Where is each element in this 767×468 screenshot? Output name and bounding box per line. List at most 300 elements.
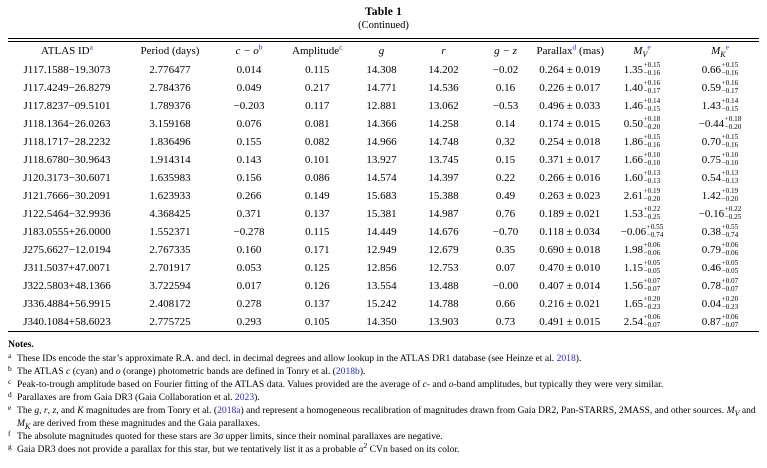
cell-r: 14.536 — [428, 81, 459, 94]
cell-co: 0.143 — [236, 153, 262, 166]
cell-id: J122.5464−32.9936 — [23, 207, 111, 220]
absolute-magnitude-value: 0.38 — [701, 225, 722, 238]
cell-gz: 0.07 — [495, 261, 516, 274]
uncertainty-pair — [644, 206, 661, 221]
absolute-magnitude-value: 0.87 — [701, 315, 722, 328]
cell-co: 0.160 — [236, 243, 262, 256]
uncertainty-lower: −0.05 — [643, 266, 661, 275]
uncertainty-upper: +0.07 — [721, 277, 739, 286]
cell-co: 0.076 — [236, 117, 262, 130]
notes-heading: Notes. — [8, 339, 34, 350]
cell-id: J336.4884+56.9915 — [23, 297, 111, 310]
cell-co: −0.278 — [233, 225, 265, 238]
cell-amplitude: 0.125 — [304, 261, 330, 274]
cell-g: 15.381 — [366, 207, 397, 220]
cell-mv — [603, 133, 681, 151]
column-header-label: Period (days) — [140, 45, 200, 57]
cell-mv — [603, 277, 681, 295]
uncertainty-upper: +0.07 — [643, 277, 661, 286]
uncertainty-lower: −0.20 — [721, 194, 739, 203]
note-text: (orange) photometric bands are defined in Tonry et al. ( — [120, 365, 336, 377]
note-text: ). — [359, 365, 366, 377]
uncertainty-lower: −0.07 — [643, 320, 661, 329]
note-text: α — [358, 443, 364, 455]
note-f — [8, 431, 759, 444]
cell-mv — [603, 295, 681, 313]
absolute-magnitude-value: 1.40 — [623, 81, 644, 94]
cell-parallax: 0.470 ± 0.010 — [539, 261, 601, 274]
note-text: K — [77, 404, 84, 416]
cell-period: 2.767335 — [149, 243, 191, 256]
cell-mv — [603, 61, 681, 79]
absolute-magnitude-value: 0.04 — [701, 297, 722, 310]
cell-id: J121.7666−30.2091 — [23, 189, 111, 202]
uncertainty-pair — [722, 188, 739, 203]
cell-g: 14.366 — [366, 117, 397, 130]
uncertainty-lower: −0.23 — [643, 302, 661, 311]
cell-id: J183.0555+26.0000 — [23, 225, 111, 238]
absolute-magnitude-value: 1.35 — [623, 63, 644, 76]
note-text: The — [17, 404, 35, 416]
cell-parallax: 0.118 ± 0.034 — [539, 225, 601, 238]
cell-g: 15.242 — [366, 297, 397, 310]
cell-mv — [603, 169, 681, 187]
cell-mk — [681, 61, 759, 79]
cell-mk — [681, 187, 759, 205]
uncertainty-upper: +0.16 — [643, 79, 661, 88]
uncertainty-pair — [644, 170, 661, 185]
cell-period: 3.159168 — [149, 117, 191, 130]
absolute-magnitude-value: 1.53 — [623, 207, 644, 220]
note-text: M — [17, 417, 25, 429]
cell-co: 0.014 — [236, 63, 262, 76]
note-text: Peak-to-trough amplitude based on Fourier fitting of the ATLAS data. Values provided are the average of — [17, 378, 423, 390]
uncertainty-pair — [722, 278, 739, 293]
note-a — [8, 353, 759, 366]
note-text: z — [52, 404, 57, 416]
footnote-marker-a[interactable]: a — [89, 42, 93, 52]
uncertainty-upper: +0.15 — [721, 133, 739, 142]
cell-g: 14.308 — [366, 63, 397, 76]
cell-r: 14.397 — [428, 171, 459, 184]
cell-amplitude: 0.149 — [304, 189, 330, 202]
uncertainty-lower: −0.16 — [643, 140, 661, 149]
column-header-mv — [603, 42, 681, 61]
absolute-magnitude-value: 0.66 — [701, 63, 722, 76]
cell-r: 15.388 — [428, 189, 459, 202]
column-header-gz — [475, 42, 537, 61]
table-body — [8, 61, 759, 331]
column-header-label: Amplitude — [292, 45, 340, 57]
uncertainty-upper: +0.05 — [721, 259, 739, 268]
cell-period: 2.701917 — [149, 261, 191, 274]
column-header-period — [126, 42, 214, 61]
cell-period: 1.623933 — [149, 189, 191, 202]
uncertainty-lower: −0.16 — [643, 68, 661, 77]
footnote-marker-d[interactable]: d — [572, 42, 577, 52]
table-header — [8, 42, 759, 61]
uncertainty-pair — [722, 62, 739, 77]
cell-mv — [603, 205, 681, 223]
cell-g: 14.966 — [366, 135, 397, 148]
cell-mk — [681, 241, 759, 259]
cell-parallax: 0.371 ± 0.017 — [539, 153, 601, 166]
uncertainty-upper: +0.13 — [643, 169, 661, 178]
absolute-magnitude-value: 1.46 — [623, 99, 644, 112]
cell-gz: 0.49 — [495, 189, 516, 202]
table-notes — [8, 339, 759, 456]
absolute-magnitude-value: −0.44 — [698, 117, 725, 130]
absolute-magnitude-value: 1.60 — [623, 171, 644, 184]
uncertainty-lower: −0.13 — [721, 176, 739, 185]
uncertainty-pair — [722, 170, 739, 185]
uncertainty-pair — [644, 98, 661, 113]
cell-id: J117.1588−19.3073 — [23, 63, 111, 76]
uncertainty-pair — [722, 134, 739, 149]
column-header-label: c − o — [235, 45, 259, 57]
cell-g: 14.574 — [366, 171, 397, 184]
table-title: Table 1 — [364, 6, 403, 18]
table-row — [8, 223, 759, 241]
table-page — [0, 5, 767, 468]
uncertainty-lower: −0.07 — [643, 284, 661, 293]
cell-mk — [681, 169, 759, 187]
footnote-marker-e[interactable]: e — [647, 42, 651, 52]
uncertainty-upper: +0.55 — [721, 223, 739, 232]
cell-parallax: 0.216 ± 0.021 — [539, 297, 601, 310]
cell-mv — [603, 259, 681, 277]
uncertainty-upper: +0.22 — [643, 205, 661, 214]
cell-id: J311.5037+47.0071 — [23, 261, 111, 274]
cell-gz: −0.70 — [492, 225, 519, 238]
absolute-magnitude-value: 0.75 — [701, 153, 722, 166]
uncertainty-upper: +0.15 — [643, 133, 661, 142]
cell-mk — [681, 97, 759, 115]
column-header-label: r — [441, 45, 446, 57]
uncertainty-upper: +0.19 — [643, 187, 661, 196]
absolute-magnitude-value: 1.66 — [623, 153, 644, 166]
uncertainty-lower: −0.13 — [643, 176, 661, 185]
cell-co: 0.266 — [236, 189, 262, 202]
cell-co: −0.203 — [233, 99, 265, 112]
absolute-magnitude-value: 1.65 — [623, 297, 644, 310]
footnote-marker-e[interactable]: e — [725, 42, 729, 52]
uncertainty-lower: −0.74 — [646, 230, 664, 239]
note-marker-a: a — [8, 351, 12, 361]
uncertainty-upper: +0.15 — [643, 61, 661, 70]
column-header-label: Parallax — [536, 45, 573, 57]
cell-parallax: 0.226 ± 0.017 — [539, 81, 601, 94]
column-header-co — [214, 42, 284, 61]
note-text: Gaia DR3 does not provide a parallax for this star, but we tentatively list it as a probable — [17, 443, 359, 455]
cell-mv — [603, 151, 681, 169]
cell-period: 1.552371 — [149, 225, 191, 238]
column-header-label: ATLAS ID — [41, 45, 90, 57]
uncertainty-lower: −0.15 — [643, 104, 661, 113]
column-header-label: M — [633, 45, 643, 57]
cell-period: 2.776477 — [149, 63, 191, 76]
cell-amplitude: 0.101 — [304, 153, 330, 166]
uncertainty-pair — [644, 242, 661, 257]
cell-amplitude: 0.171 — [304, 243, 330, 256]
uncertainty-upper: +0.06 — [643, 313, 661, 322]
cell-r: 14.202 — [428, 63, 459, 76]
cell-r: 13.903 — [428, 315, 459, 328]
header-row — [8, 42, 759, 61]
cell-mv — [603, 187, 681, 205]
cell-period: 2.408172 — [149, 297, 191, 310]
uncertainty-upper: +0.15 — [721, 61, 739, 70]
note-text: r — [43, 404, 48, 416]
note-text: o — [115, 365, 121, 377]
note-text: ). — [575, 352, 582, 364]
cell-id: J275.6627−12.0194 — [23, 243, 111, 256]
uncertainty-upper: +0.14 — [643, 97, 661, 106]
table-row — [8, 115, 759, 133]
uncertainty-upper: +0.16 — [721, 79, 739, 88]
table-continued-label: (Continued) — [358, 20, 409, 31]
cell-gz: −0.00 — [492, 279, 519, 292]
uncertainty-lower: −0.20 — [724, 122, 742, 131]
cell-parallax: 0.174 ± 0.015 — [539, 117, 601, 130]
table-row — [8, 187, 759, 205]
cell-gz: 0.14 — [495, 117, 516, 130]
note-marker-b: b — [8, 364, 12, 374]
uncertainty-pair — [644, 134, 661, 149]
uncertainty-lower: −0.17 — [643, 86, 661, 95]
uncertainty-pair — [644, 260, 661, 275]
cell-amplitude: 0.082 — [304, 135, 330, 148]
cell-mv — [603, 223, 681, 241]
cell-period: 3.722594 — [149, 279, 191, 292]
cell-mk — [681, 115, 759, 133]
cell-co: 0.156 — [236, 171, 262, 184]
note-text: are derived from these magnitudes and the Gaia parallaxes. — [30, 417, 260, 429]
column-header-r — [413, 42, 475, 61]
cell-g: 14.350 — [366, 315, 397, 328]
cell-g: 13.927 — [366, 153, 397, 166]
uncertainty-lower: −0.16 — [721, 140, 739, 149]
table-row — [8, 241, 759, 259]
uncertainty-upper: +0.18 — [724, 115, 742, 124]
footnote-marker-c[interactable]: c — [339, 42, 343, 52]
note-subscript: K — [25, 421, 31, 431]
uncertainty-lower: −0.25 — [724, 212, 742, 221]
absolute-magnitude-value: 0.59 — [701, 81, 722, 94]
note-text: ) and represent a homogeneous recalibration of magnitudes drawn from Gaia DR2, Pan-STARRS, 2MASS, and other sources. — [240, 404, 727, 416]
table-row — [8, 133, 759, 151]
uncertainty-pair — [722, 242, 739, 257]
cell-amplitude: 0.105 — [304, 315, 330, 328]
citation-link[interactable]: 2023 — [234, 391, 255, 403]
table-bottom-rule — [8, 331, 759, 332]
cell-parallax: 0.266 ± 0.016 — [539, 171, 601, 184]
cell-id: J118.6780−30.9643 — [23, 153, 111, 166]
cell-mk — [681, 151, 759, 169]
absolute-magnitude-value: 0.46 — [701, 261, 722, 274]
uncertainty-upper: +0.06 — [721, 241, 739, 250]
absolute-magnitude-value: 0.54 — [701, 171, 722, 184]
column-header-subscript: K — [720, 50, 726, 60]
note-text: CVn based on its color. — [367, 443, 460, 455]
uncertainty-upper: +0.05 — [643, 259, 661, 268]
cell-mk — [681, 295, 759, 313]
note-text: g — [34, 404, 40, 416]
cell-gz: 0.76 — [495, 207, 516, 220]
column-header-g — [351, 42, 413, 61]
note-text: σ — [218, 430, 224, 442]
uncertainty-lower: −0.10 — [721, 158, 739, 167]
cell-g: 14.771 — [366, 81, 397, 94]
note-c — [8, 379, 759, 392]
absolute-magnitude-value: 1.98 — [623, 243, 644, 256]
cell-id: J118.1717−28.2232 — [23, 135, 111, 148]
uncertainty-pair — [644, 62, 661, 77]
column-header-suffix: (mas) — [576, 45, 605, 57]
cell-amplitude: 0.217 — [304, 81, 330, 94]
uncertainty-pair — [644, 314, 661, 329]
column-header-id — [8, 42, 126, 61]
cell-gz: −0.53 — [492, 99, 519, 112]
cell-mk — [681, 223, 759, 241]
cell-co: 0.053 — [236, 261, 262, 274]
cell-id: J322.5803+48.1366 — [23, 279, 111, 292]
cell-r: 14.987 — [428, 207, 459, 220]
footnote-marker-b[interactable]: b — [258, 42, 263, 52]
note-subscript: V — [734, 408, 740, 418]
cell-amplitude: 0.137 — [304, 297, 330, 310]
note-text: The absolute magnitudes quoted for these stars are 3 — [17, 430, 219, 442]
cell-r: 13.745 — [428, 153, 459, 166]
absolute-magnitude-value: 0.50 — [623, 117, 644, 130]
cell-g: 14.449 — [366, 225, 397, 238]
uncertainty-pair — [722, 314, 739, 329]
uncertainty-pair — [725, 206, 742, 221]
cell-period: 2.784376 — [149, 81, 191, 94]
absolute-magnitude-value: −0.06 — [620, 225, 647, 238]
cell-mk — [681, 277, 759, 295]
cell-co: 0.371 — [236, 207, 262, 220]
note-text: M — [726, 404, 735, 416]
uncertainty-pair — [722, 80, 739, 95]
cell-r: 14.748 — [428, 135, 459, 148]
uncertainty-pair — [725, 116, 742, 131]
table-row — [8, 205, 759, 223]
uncertainty-lower: −0.23 — [721, 302, 739, 311]
uncertainty-pair — [644, 80, 661, 95]
uncertainty-lower: −0.07 — [721, 284, 739, 293]
note-marker-e: e — [8, 403, 12, 413]
uncertainty-pair — [722, 296, 739, 311]
table-row — [8, 295, 759, 313]
note-text: c — [422, 378, 427, 390]
cell-id: J117.4249−26.8279 — [23, 81, 111, 94]
column-header-mk — [681, 42, 759, 61]
table-row — [8, 313, 759, 331]
absolute-magnitude-value: 0.78 — [701, 279, 722, 292]
notes-list — [8, 353, 759, 457]
cell-period: 2.775725 — [149, 315, 191, 328]
note-text: -band amplitudes, but typically they were very similar. — [453, 378, 664, 390]
cell-gz: 0.15 — [495, 153, 516, 166]
citation-link[interactable]: 2018b — [335, 365, 360, 377]
cell-period: 1.635983 — [149, 171, 191, 184]
cell-id: J340.1084+58.6023 — [23, 315, 111, 328]
uncertainty-upper: +0.19 — [721, 187, 739, 196]
absolute-magnitude-value: 0.79 — [701, 243, 722, 256]
cell-r: 13.062 — [428, 99, 459, 112]
note-e — [8, 405, 759, 430]
column-header-label: M — [711, 45, 721, 57]
absolute-magnitude-value: 2.61 — [623, 189, 644, 202]
absolute-magnitude-value: 1.42 — [701, 189, 722, 202]
cell-co: 0.278 — [236, 297, 262, 310]
column-header-label: g — [378, 45, 385, 57]
cell-g: 15.683 — [366, 189, 397, 202]
column-header-amplitude — [284, 42, 351, 61]
absolute-magnitude-value: 1.56 — [623, 279, 644, 292]
note-text: c — [66, 365, 71, 377]
column-header-parallax — [537, 42, 604, 61]
cell-g: 12.856 — [366, 261, 397, 274]
uncertainty-upper: +0.06 — [643, 241, 661, 250]
table-row — [8, 169, 759, 187]
note-text: Parallaxes are from Gaia DR3 (Gaia Collaboration et al. — [17, 391, 235, 403]
cell-gz: 0.35 — [495, 243, 516, 256]
note-d — [8, 392, 759, 405]
uncertainty-pair — [722, 98, 739, 113]
cell-r: 14.676 — [428, 225, 459, 238]
table-caption — [8, 5, 759, 33]
note-text: - and — [426, 378, 449, 390]
cell-r: 12.679 — [428, 243, 459, 256]
cell-amplitude: 0.126 — [304, 279, 330, 292]
uncertainty-pair — [722, 224, 739, 239]
cell-mk — [681, 133, 759, 151]
cell-parallax: 0.690 ± 0.018 — [539, 243, 601, 256]
uncertainty-pair — [647, 224, 664, 239]
note-text: ). — [254, 391, 260, 403]
citation-link[interactable]: 2018a — [217, 404, 241, 416]
uncertainty-upper: +0.13 — [721, 169, 739, 178]
cell-gz: −0.02 — [492, 63, 519, 76]
uncertainty-lower: −0.17 — [721, 86, 739, 95]
note-b — [8, 366, 759, 379]
note-marker-g: g — [8, 442, 12, 452]
table-row — [8, 61, 759, 79]
cell-gz: 0.22 — [495, 171, 516, 184]
citation-link[interactable]: 2018 — [556, 352, 576, 364]
uncertainty-upper: +0.10 — [643, 151, 661, 160]
cell-amplitude: 0.137 — [304, 207, 330, 220]
table-row — [8, 97, 759, 115]
cell-parallax: 0.496 ± 0.033 — [539, 99, 601, 112]
cell-amplitude: 0.117 — [305, 99, 330, 112]
uncertainty-lower: −0.07 — [721, 320, 739, 329]
uncertainty-lower: −0.74 — [721, 230, 739, 239]
note-text: , — [47, 404, 53, 416]
uncertainty-lower: −0.06 — [643, 248, 661, 257]
cell-mk — [681, 259, 759, 277]
cell-parallax: 0.491 ± 0.015 — [539, 315, 601, 328]
cell-mv — [603, 115, 681, 133]
note-text: , — [39, 404, 44, 416]
column-header-label: g − z — [494, 45, 517, 57]
uncertainty-lower: −0.06 — [721, 248, 739, 257]
absolute-magnitude-value: −0.16 — [698, 207, 725, 220]
cell-period: 1.789376 — [149, 99, 191, 112]
cell-co: 0.155 — [236, 135, 262, 148]
